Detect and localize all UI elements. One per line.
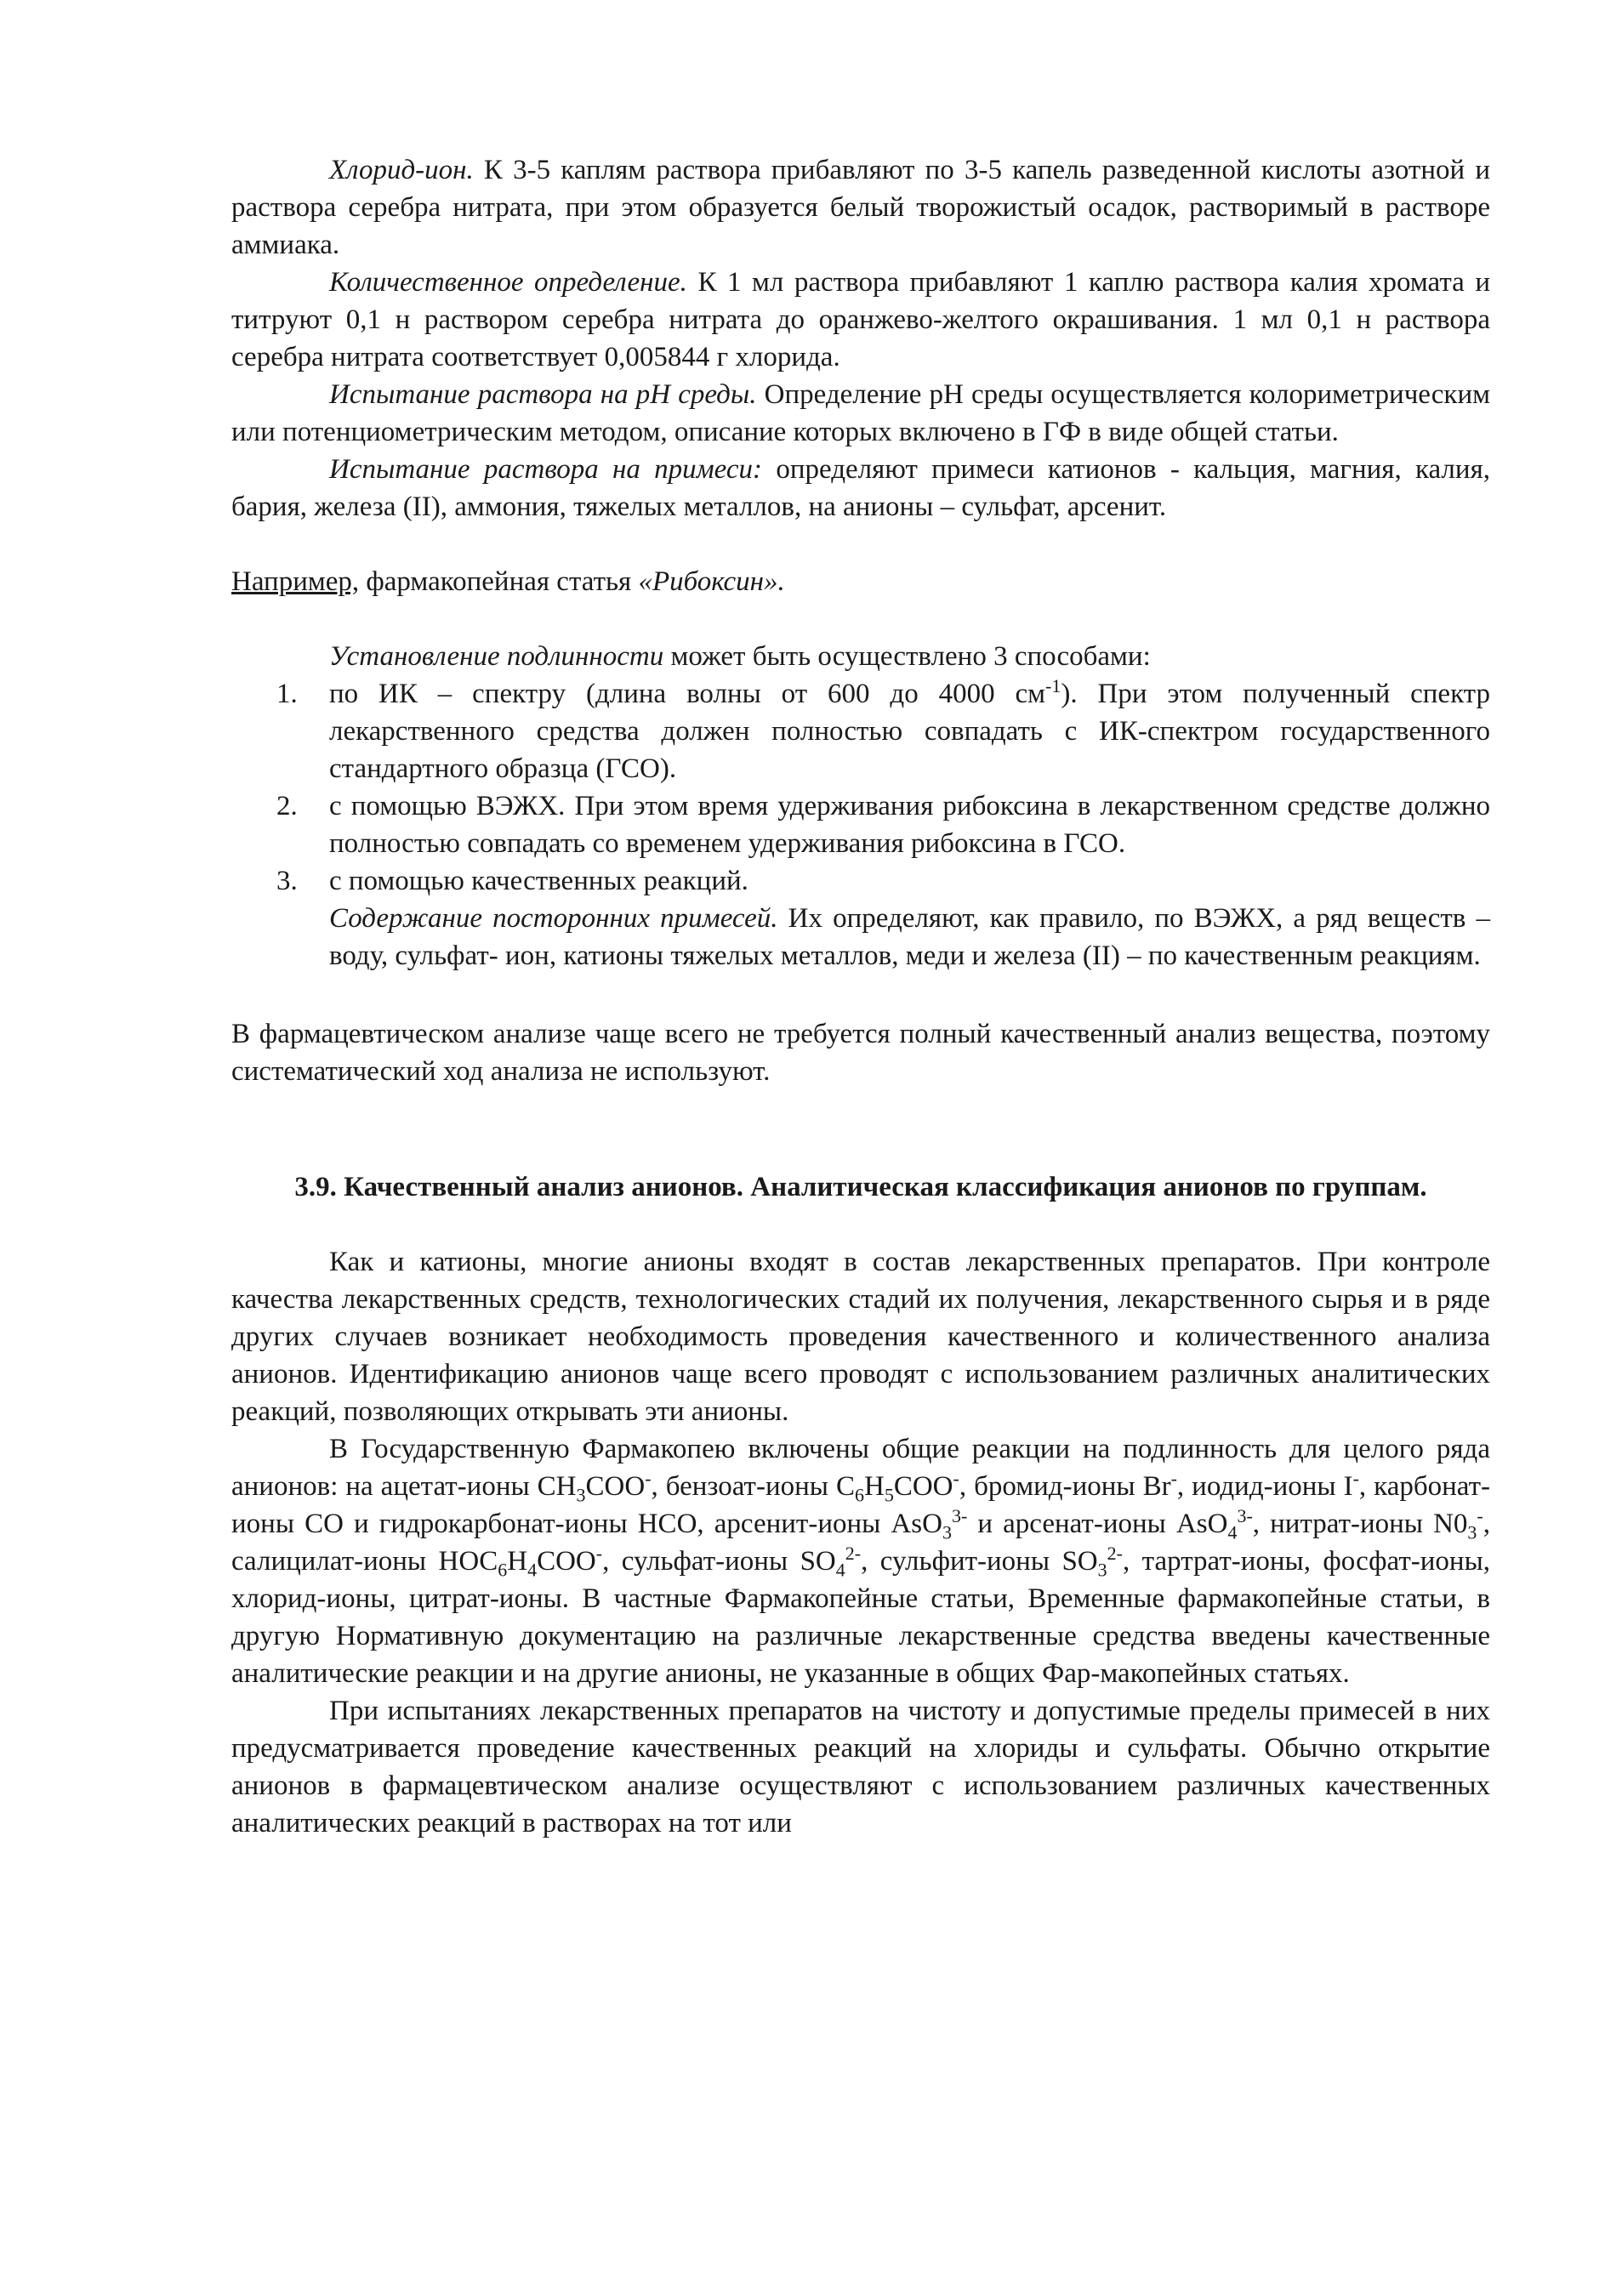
text-run: , тартрат-ионы, фосфат-ионы, хлорид-ионы, цитрат-ионы. В частные Фармакопейные статьи, Временные фармакопейные статьи, в другую Нормативную документацию на различные лекарственные средства введены качественные аналитические реакции и на другие анионы, не указанные в общих Фар-макопейных статьях.	[231, 1546, 1490, 1689]
list-item	[276, 675, 1490, 787]
spacer	[231, 600, 1490, 638]
paragraph-pharmacopoeia-anions	[231, 1430, 1490, 1692]
list-text: с помощью качественных реакций.	[329, 866, 748, 896]
impurities-content	[231, 900, 1490, 975]
superscript: -	[1352, 1468, 1359, 1489]
paragraph-text: К 3-5 каплям раствора прибавляют по 3-5 капель разведенной кислоты азотной и раствора серебра нитрата, при этом образуется белый творожистый осадок, растворимый в растворе аммиака.	[231, 155, 1490, 260]
paragraph-text: определяют примеси катионов - кальция, магния, калия, бария, железа (II), аммония, тяжелых металлов, на анионы – сульфат, арсенит.	[231, 454, 1490, 522]
paragraph-ph-test	[231, 376, 1490, 451]
subscript: 5	[884, 1484, 894, 1506]
paragraph-lead-italic: Испытание раствора на примеси:	[329, 454, 763, 485]
list-item	[276, 787, 1490, 862]
list-text: с помощью ВЭЖХ. При этом время удерживания рибоксина в лекарственном средстве должно полностью совпадать со временем удерживания рибоксина в ГСО.	[329, 791, 1490, 859]
superscript: -	[1170, 1468, 1177, 1489]
superscript: -	[595, 1543, 603, 1564]
subscript: 4	[527, 1559, 538, 1581]
impurities-text: Их определяют, как правило, по ВЭЖХ, а ряд веществ – воду, сульфат- ион, катионы тяжелых металлов, меди и железа (II) – по качественным реакциям.	[329, 903, 1491, 971]
ways-list	[231, 675, 1490, 900]
paragraph-lead-italic: Хлорид-ион.	[329, 155, 474, 185]
list-text: ). При этом полученный спектр лекарственного средства должен полностью совпадать с ИК-спектром государственного стандартного образца (ГСО).	[329, 679, 1490, 784]
example-text: фармакопейная статья	[359, 566, 639, 597]
text-run: , бензоат-ионы C	[651, 1471, 855, 1502]
text-run: COO	[585, 1471, 646, 1502]
superscript: -	[953, 1468, 959, 1489]
text-run: , сульфит-ионы SO	[861, 1546, 1098, 1577]
spacer	[231, 526, 1490, 563]
paragraph-chloride-ion	[231, 151, 1490, 264]
section-heading: 3.9. Качественный анализ анионов. Аналитическая классификация анионов по группам.	[294, 1172, 1427, 1202]
text-run: , иодид-ионы I	[1176, 1471, 1353, 1502]
text-run: , бромид-ионы Br	[959, 1471, 1171, 1502]
example-italic: «Рибоксин».	[638, 566, 785, 597]
text-run: , карбонат-ионы CO и гидрокарбонат-ионы HCO, арсенит-ионы AsO	[231, 1471, 1490, 1539]
subscript: 3	[576, 1484, 586, 1506]
text-run: , нитрат-ионы N0	[1252, 1509, 1468, 1539]
subscript: 4	[1227, 1521, 1238, 1543]
subscript: 3	[942, 1521, 952, 1543]
text-run: и арсенат-ионы AsO	[967, 1509, 1228, 1539]
text-run: В Государственную Фармакопею включены общие реакции на подлинность для целого ряда анионов: на ацетат-ионы CH	[231, 1434, 1490, 1502]
text-run: COO	[893, 1471, 953, 1502]
paragraph-purity-tests: При испытаниях лекарственных препаратов на чистоту и допустимые пределы примесей в них предусматривается проведение качественных реакций на хлориды и сульфаты. Обычно открытие анионов в фармацевтическом анализе осуществляют с использованием различных качественных аналитических реакций в растворах на тот или	[231, 1696, 1490, 1839]
list-number: 2.	[276, 791, 298, 821]
text-run: COO	[537, 1546, 596, 1577]
paragraph-text: К 1 мл раствора прибавляют 1 каплю раствора калия хромата и титруют 0,1 н раствором серебра нитрата до оранжево-желтого окрашивания. 1 мл 0,1 н раствора серебра нитрата соответствует 0,005844 г хлорида.	[231, 267, 1490, 372]
subscript: 6	[498, 1559, 508, 1581]
superscript: -	[645, 1468, 652, 1489]
example-underlined: Например,	[231, 566, 360, 597]
page-content	[231, 151, 1490, 1842]
paragraph-quantitative	[231, 264, 1490, 376]
example-line	[231, 563, 1490, 600]
text-run: , салицилат-ионы HOC	[231, 1509, 1490, 1577]
ways-intro	[231, 638, 1490, 675]
list-number: 3.	[276, 866, 298, 896]
list-text: по ИК – спектру (длина волны от 600 до 4000 см	[329, 679, 1046, 709]
superscript: 3-	[1237, 1505, 1253, 1526]
subscript: 3	[1467, 1521, 1477, 1543]
paragraph-impurities-test	[231, 451, 1490, 526]
subscript: 4	[835, 1559, 845, 1581]
text-run: H	[863, 1471, 885, 1502]
list-number: 1.	[276, 679, 298, 709]
superscript: -1	[1045, 675, 1061, 696]
paragraph-text: Определение pH среды осуществляется колориметрическим или потенциометрическим методом, описание которых включено в ГФ в виде общей статьи.	[231, 379, 1490, 447]
spacer	[231, 1206, 1490, 1243]
spacer	[231, 1090, 1490, 1168]
text-run: , сульфат-ионы SO	[602, 1546, 836, 1577]
paragraph-lead-italic: Количественное определение.	[329, 267, 687, 298]
subscript: 3	[1097, 1559, 1107, 1581]
paragraph-pharma-analysis: В фармацевтическом анализе чаще всего не требуется полный качественный анализ вещества, поэтому систематический ход анализа не используют.	[231, 1019, 1490, 1087]
ways-intro-text: может быть осуществлено 3 способами:	[663, 641, 1151, 672]
superscript: 3-	[951, 1505, 968, 1526]
text-run: H	[507, 1546, 528, 1577]
superscript: 2-	[1107, 1543, 1123, 1564]
subscript: 6	[854, 1484, 864, 1506]
impurities-italic: Содержание посторонних примесей.	[329, 903, 778, 934]
spacer	[231, 975, 1490, 1015]
list-item	[276, 862, 1490, 900]
paragraph-lead-italic: Испытание раствора на pH среды.	[329, 379, 757, 410]
ways-intro-italic: Установление подлинности	[329, 641, 664, 672]
superscript: -	[1477, 1505, 1483, 1526]
superscript: 2-	[845, 1543, 862, 1564]
paragraph-anions-intro: Как и катионы, многие анионы входят в состав лекарственных препаратов. При контроле качества лекарственных средств, технологических стадий их получения, лекарственного сырья и в ряде других случаев возникает необходимость проведения качественного и количественного анализа анионов. Идентификацию анионов чаще всего проводят с использованием различных аналитических реакций, позволяющих открывать эти анионы.	[231, 1247, 1490, 1427]
